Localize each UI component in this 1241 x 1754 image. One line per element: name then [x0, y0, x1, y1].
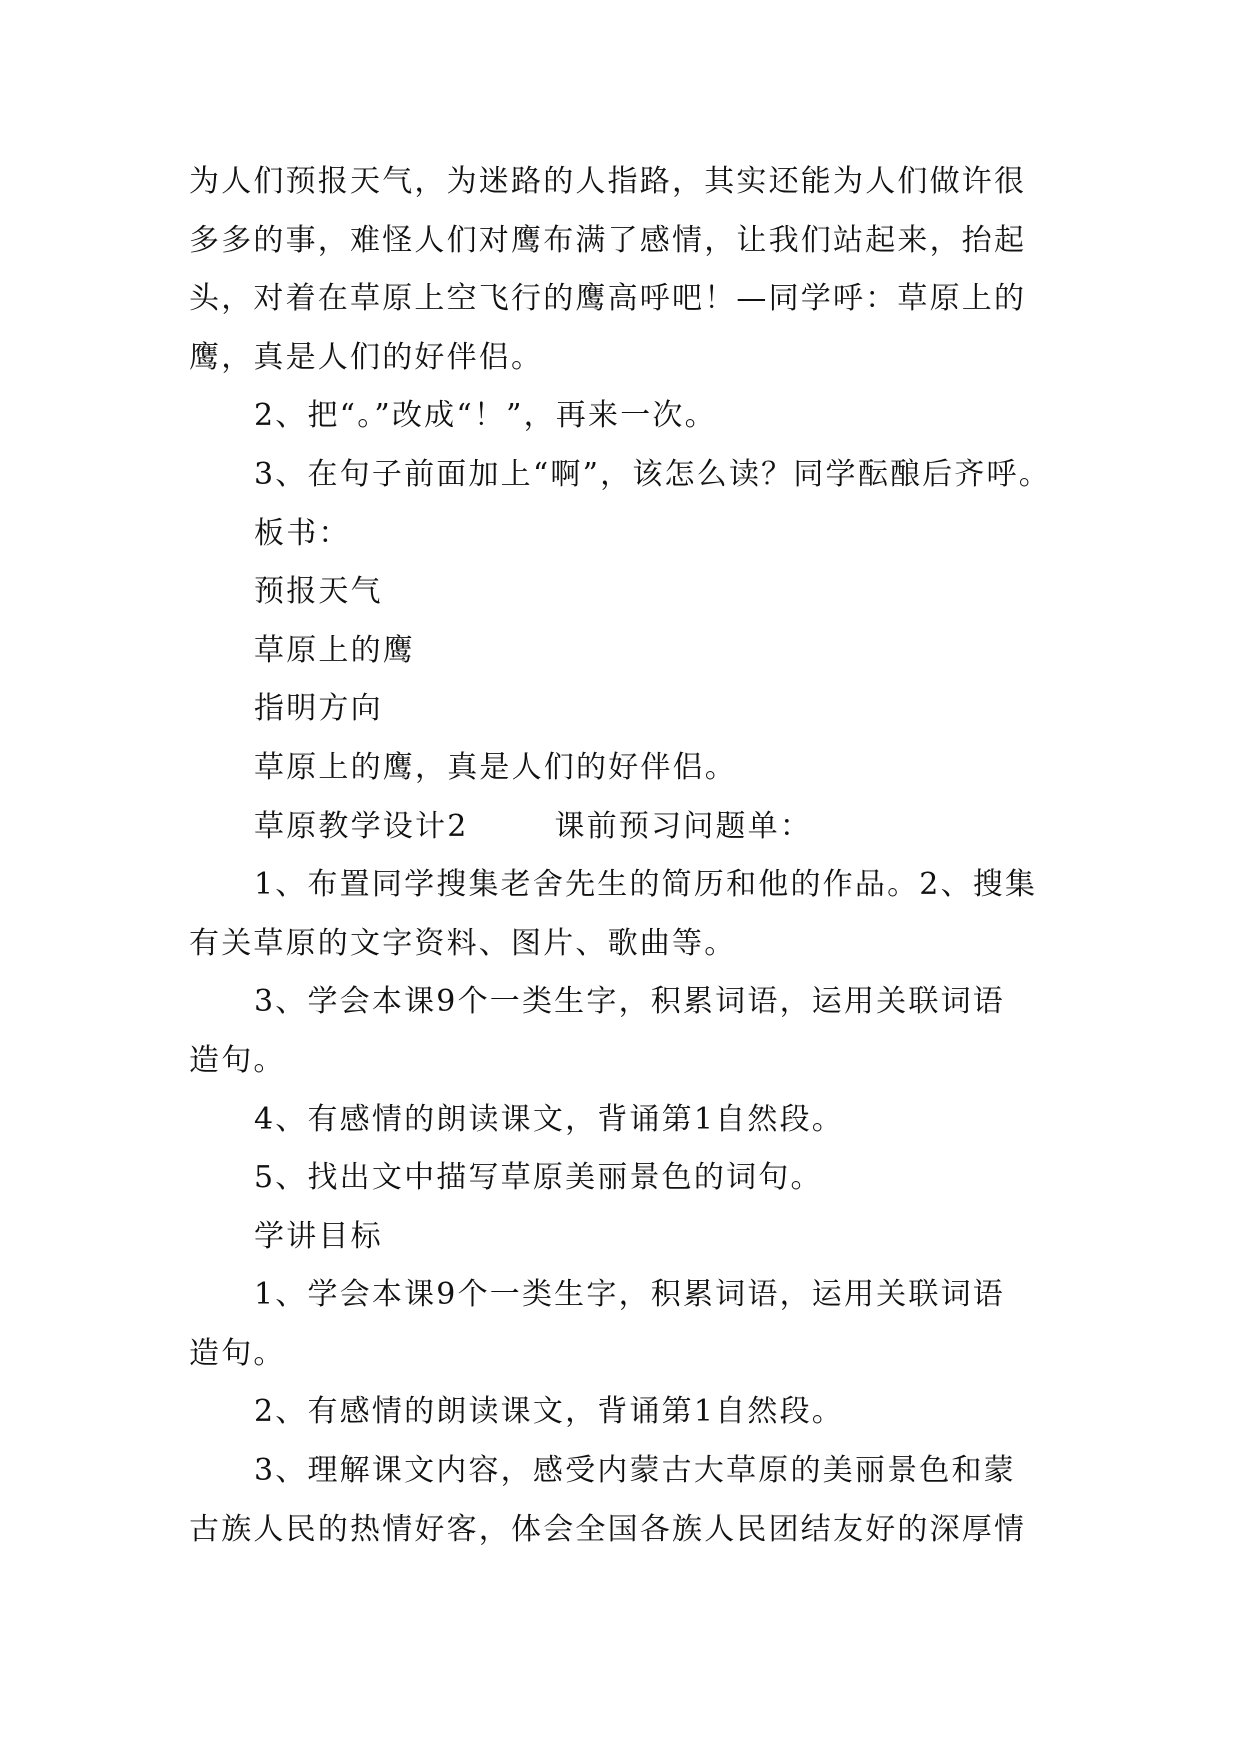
text-line: 2、有感情的朗读课文，背诵第1自然段。 — [254, 1394, 844, 1430]
text-line: 草原上的鹰 — [254, 632, 415, 668]
text-line: 鹰，真是人们的好伴侣。 — [189, 339, 544, 375]
text-line: 5、找出文中描写草原美丽景色的词句。 — [254, 1160, 823, 1196]
text-line: 为人们预报天气，为迷路的人指路，其实还能为人们做许很 — [189, 164, 1027, 199]
text-line: 头，对着在草原上空飞行的鹰高呼吧！—同学呼：草原上的 — [189, 281, 1027, 317]
text-line: 2、把“。”改成“！”，再来一次。 — [254, 398, 717, 434]
text-line: 学讲目标 — [254, 1218, 383, 1254]
text-line: 指明方向 — [254, 691, 383, 727]
section-subtitle: 课前预习问题单： — [554, 808, 813, 844]
text-line: 多多的事，难怪人们对鹰布满了感情，让我们站起来，抬起 — [189, 222, 1027, 258]
text-line: 造句。 — [189, 1042, 286, 1078]
text-line: 1、布置同学搜集老舍先生的简历和他的作品。2、搜集 — [254, 867, 1038, 903]
text-line: 预报天气 — [254, 574, 383, 610]
text-line: 草原上的鹰，真是人们的好伴侣。 — [254, 749, 737, 785]
text-line: 3、在句子前面加上“啊”，该怎么读？同学酝酿后齐呼。 — [254, 456, 1051, 492]
text-line: 有关草原的文字资料、图片、歌曲等。 — [189, 925, 737, 961]
text-line: 板书： — [254, 515, 351, 551]
document-body — [189, 153, 1061, 1559]
section-title: 草原教学设计2 — [254, 808, 469, 844]
text-line: 4、有感情的朗读课文，背诵第1自然段。 — [254, 1101, 844, 1137]
text-line: 3、理解课文内容，感受内蒙古大草原的美丽景色和蒙 — [254, 1453, 1016, 1489]
section-heading-line — [189, 798, 1061, 857]
text-line: 古族人民的热情好客，体会全国各族人民团结友好的深厚情 — [189, 1511, 1027, 1547]
text-line: 造句。 — [189, 1335, 286, 1371]
text-line: 3、学会本课9个一类生字，积累词语，运用关联词语 — [254, 984, 1005, 1020]
text-line: 1、学会本课9个一类生字，积累词语，运用关联词语 — [254, 1277, 1005, 1313]
